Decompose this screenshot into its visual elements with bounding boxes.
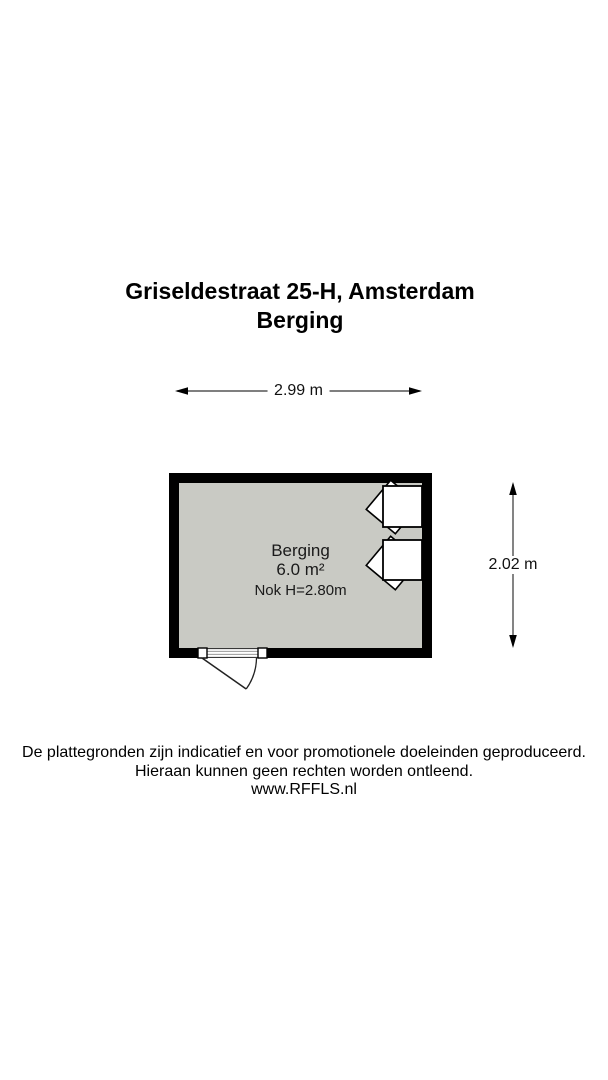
room-name: Berging: [271, 541, 330, 560]
footer-disclaimer: [4, 744, 604, 800]
disclaimer-line-1: De plattegronden zijn indicatief en voor promotionele doeleinden geproduceerd.: [22, 744, 586, 761]
door-post-left: [198, 648, 207, 658]
website-url: www.RFFLS.nl: [251, 781, 357, 798]
door: [198, 648, 267, 689]
room-labels: [179, 541, 422, 600]
door-post-right: [258, 648, 267, 658]
height-dimension-label: 2.02 m: [482, 556, 545, 574]
room-area: 6.0 m²: [276, 560, 325, 579]
door-threshold: [207, 649, 258, 658]
disclaimer-line-2: Hieraan kunnen geen rechten worden ontleend.: [134, 762, 474, 780]
page-title: [0, 277, 600, 335]
title-room: Berging: [256, 307, 344, 333]
dimension-width: [174, 383, 423, 399]
width-dimension-label: 2.99 m: [267, 382, 330, 400]
floor-plan: [169, 473, 432, 718]
room-ridge-height: Nok H=2.80m: [254, 582, 347, 599]
dimension-height: [488, 481, 538, 649]
title-address: Griseldestraat 25-H, Amsterdam: [125, 278, 475, 304]
door-swing-icon: [202, 658, 257, 689]
